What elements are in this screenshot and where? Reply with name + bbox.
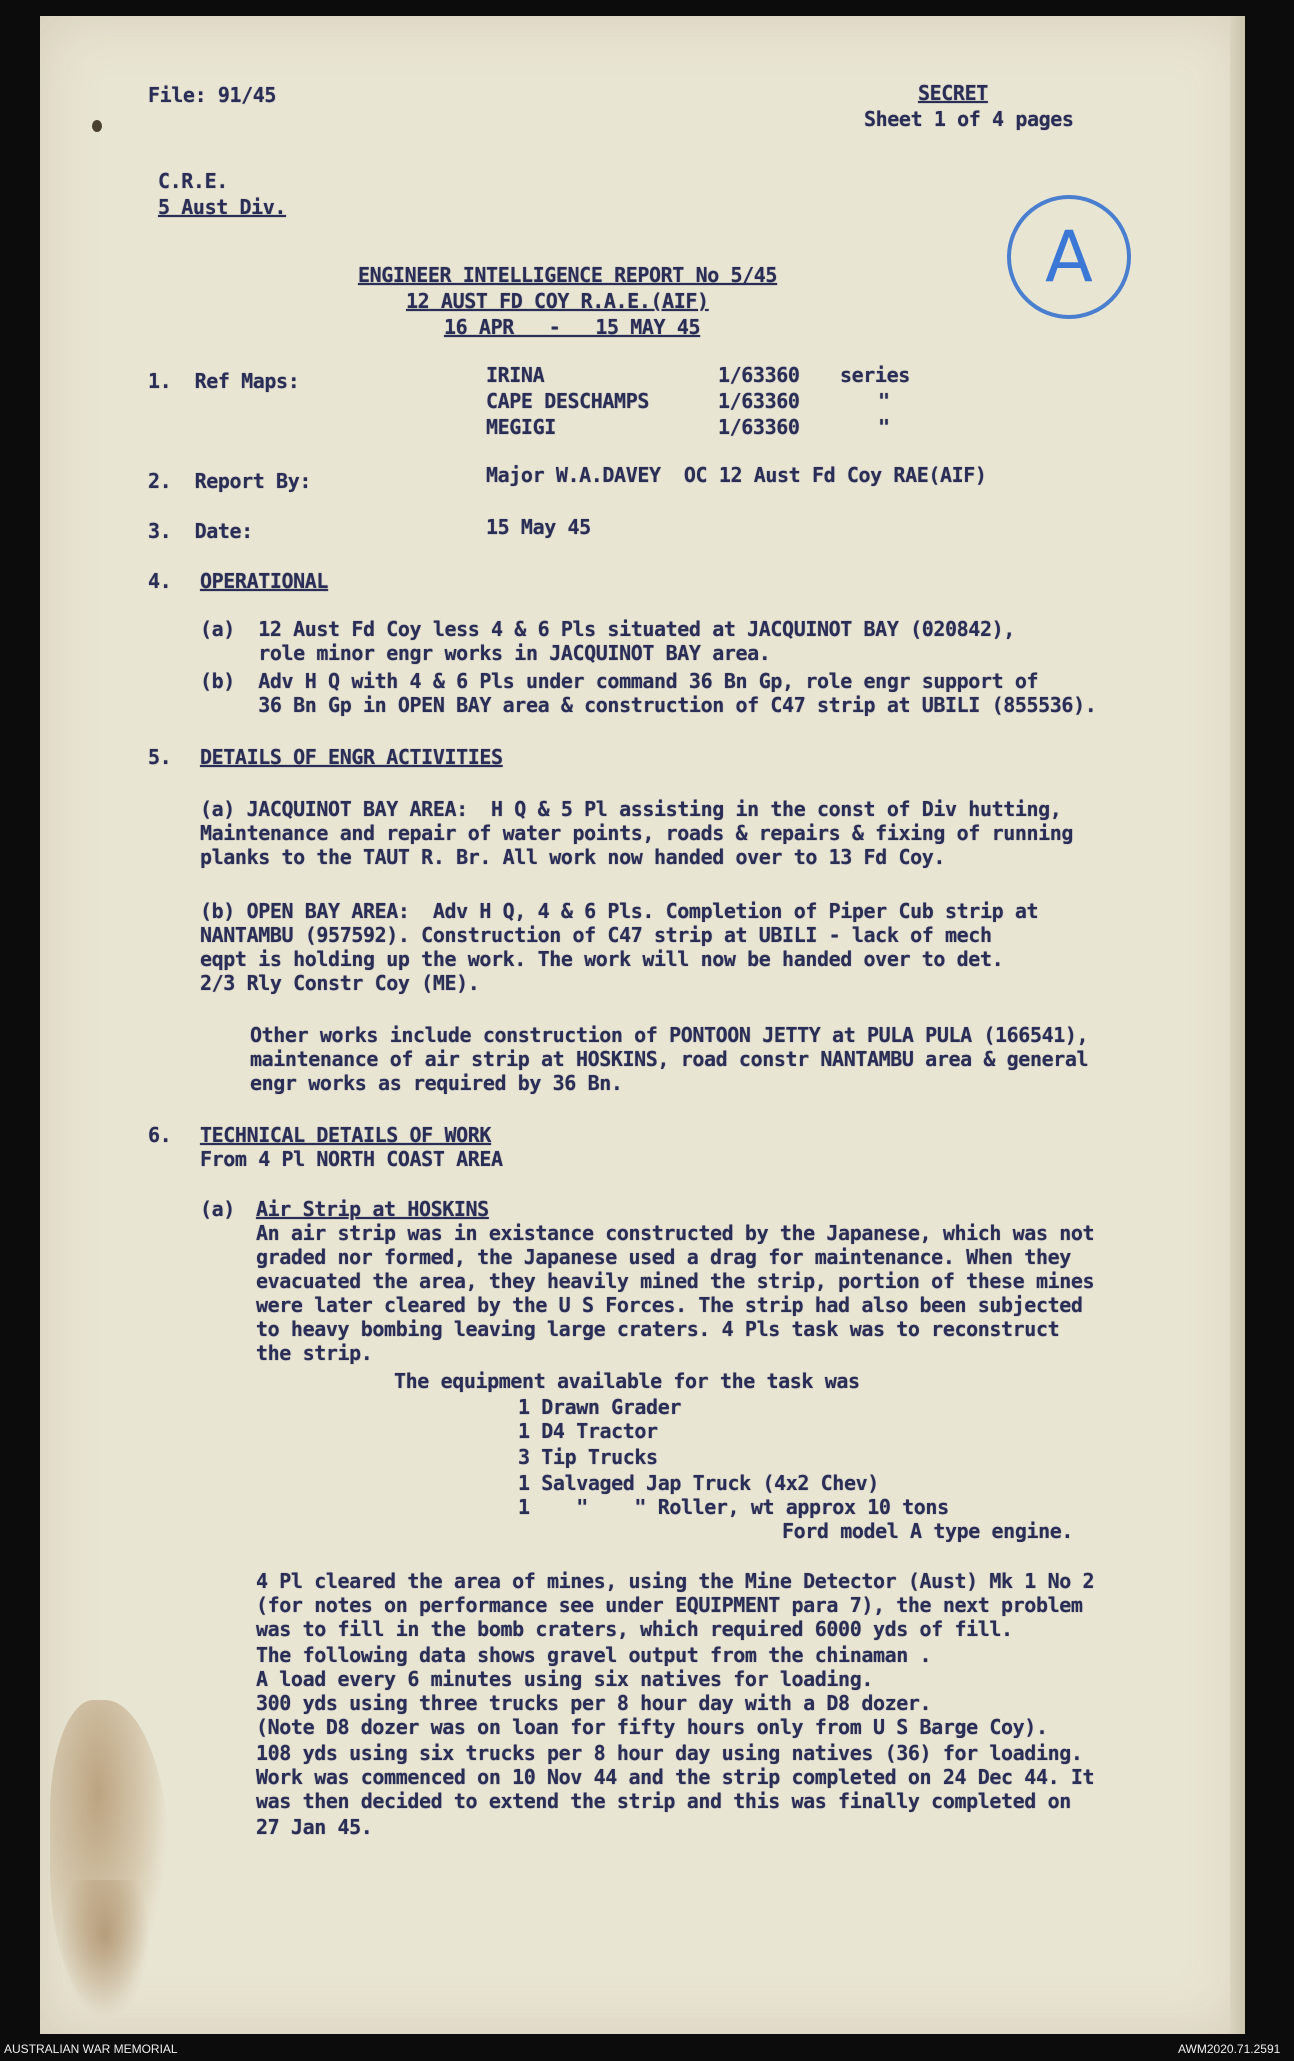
text-line: was to fill in the bomb craters, which required 6000 yds of fill. (256, 1617, 1013, 1641)
section-heading: DETAILS OF ENGR ACTIVITIES (200, 745, 503, 769)
map-name: MEGIGI (486, 415, 556, 439)
secret-label: SECRET (918, 81, 988, 105)
section-number: 5. (148, 745, 172, 769)
text-line: Work was commenced on 10 Nov 44 and the strip completed on 24 Dec 44. It (256, 1765, 1095, 1789)
equipment-item: 1 Drawn Grader (518, 1395, 681, 1419)
map-scale: 1/63360 (718, 389, 800, 413)
text-line: 300 yds using three trucks per 8 hour day with a D8 dozer. (256, 1691, 932, 1715)
text-line: evacuated the area, they heavily mined the strip, portion of these mines (256, 1269, 1095, 1293)
sheet-count: Sheet 1 of 4 pages (864, 107, 1074, 131)
text-line: role minor engr works in JACQUINOT BAY area. (200, 641, 771, 665)
text-line: graded nor formed, the Japanese used a drag for maintenance. When they (256, 1245, 1071, 1269)
unit-title: 12 AUST FD COY R.A.E.(AIF) (406, 289, 709, 313)
archive-credit: AUSTRALIAN WAR MEMORIAL (4, 2042, 178, 2056)
equipment-item: 1 Salvaged Jap Truck (4x2 Chev) (518, 1471, 879, 1495)
report-by-value: Major W.A.DAVEY OC 12 Aust Fd Coy RAE(AIF) (486, 463, 987, 487)
division-line: 5 Aust Div. (158, 195, 287, 219)
text-line: (Note D8 dozer was on loan for fifty hours only from U S Barge Coy). (256, 1715, 1048, 1739)
map-name: IRINA (486, 363, 545, 387)
text-line: the strip. (256, 1341, 373, 1365)
file-number: File: 91/45 (148, 83, 277, 107)
item-label: (a) (200, 1197, 235, 1221)
section-subheading: From 4 Pl NORTH COAST AREA (200, 1147, 503, 1171)
text-line: A load every 6 minutes using six natives for loading. (256, 1667, 873, 1691)
stain (60, 1880, 150, 2020)
report-by-label: 2. Report By: (148, 469, 311, 493)
text-line: to heavy bombing leaving large craters. 4 Pls task was to reconstruct (256, 1317, 1060, 1341)
date-value: 15 May 45 (486, 515, 591, 539)
text-line: eqpt is holding up the work. The work will now be handed over to det. (200, 947, 1004, 971)
text-line: The following data shows gravel output from the chinaman . (256, 1643, 932, 1667)
ref-maps-label: 1. Ref Maps: (148, 369, 300, 393)
text-line: Other works include construction of PONTOON JETTY at PULA PULA (166541), (250, 1023, 1089, 1047)
section-heading: TECHNICAL DETAILS OF WORK (200, 1123, 492, 1147)
equipment-intro: The equipment available for the task was (394, 1369, 860, 1393)
text-line: (a) JACQUINOT BAY AREA: H Q & 5 Pl assisting in the const of Div hutting, (200, 797, 1062, 821)
text-line: 27 Jan 45. (256, 1815, 373, 1839)
stamp-letter: A (1045, 216, 1093, 298)
date-label: 3. Date: (148, 519, 253, 543)
text-line: 36 Bn Gp in OPEN BAY area & construction of C47 strip at UBILI (855536). (200, 693, 1097, 717)
archive-reference: AWM2020.71.2591 (1178, 2042, 1281, 2056)
text-line: was then decided to extend the strip and this was finally completed on (256, 1789, 1071, 1813)
equipment-item: 1 D4 Tractor (518, 1419, 658, 1443)
text-line: maintenance of air strip at HOSKINS, road constr NANTAMBU area & general (250, 1047, 1089, 1071)
text-line: 2/3 Rly Constr Coy (ME). (200, 971, 480, 995)
map-scale: 1/63360 (718, 363, 800, 387)
text-line: (for notes on performance see under EQUIPMENT para 7), the next problem (256, 1593, 1083, 1617)
text-line: An air strip was in existance constructed by the Japanese, which was not (256, 1221, 1095, 1245)
equipment-item: 3 Tip Trucks (518, 1445, 658, 1469)
text-line: NANTAMBU (957592). Construction of C47 strip at UBILI - lack of mech (200, 923, 992, 947)
text-line: engr works as required by 36 Bn. (250, 1071, 623, 1095)
cre-line: C.R.E. (158, 169, 228, 193)
text-line: Maintenance and repair of water points, roads & repairs & fixing of running (200, 821, 1074, 845)
item-heading: Air Strip at HOSKINS (256, 1197, 489, 1221)
map-note: " (878, 415, 890, 439)
section-number: 4. (148, 569, 172, 593)
section-heading: OPERATIONAL (200, 569, 329, 593)
section-number: 6. (148, 1123, 172, 1147)
text-line: 108 yds using six trucks per 8 hour day using natives (36) for loading. (256, 1741, 1083, 1765)
text-line: (b) OPEN BAY AREA: Adv H Q, 4 & 6 Pls. Completion of Piper Cub strip at (200, 899, 1039, 923)
map-note: series (840, 363, 910, 387)
report-title: ENGINEER INTELLIGENCE REPORT No 5/45 (358, 263, 778, 287)
punch-hole (92, 120, 102, 132)
equipment-note: Ford model A type engine. (782, 1519, 1074, 1543)
map-name: CAPE DESCHAMPS (486, 389, 649, 413)
text-line: were later cleared by the U S Forces. The strip had also been subjected (256, 1293, 1083, 1317)
map-scale: 1/63360 (718, 415, 800, 439)
map-note: " (878, 389, 890, 413)
text-line: planks to the TAUT R. Br. All work now handed over to 13 Fd Coy. (200, 845, 946, 869)
text-line: (a) 12 Aust Fd Coy less 4 & 6 Pls situated at JACQUINOT BAY (020842), (200, 617, 1015, 641)
date-range: 16 APR - 15 MAY 45 (444, 315, 701, 339)
equipment-item: 1 " " Roller, wt approx 10 tons (518, 1495, 949, 1519)
text-line: (b) Adv H Q with 4 & 6 Pls under command 36 Bn Gp, role engr support of (200, 669, 1039, 693)
text-line: 4 Pl cleared the area of mines, using the Mine Detector (Aust) Mk 1 No 2 (256, 1569, 1095, 1593)
